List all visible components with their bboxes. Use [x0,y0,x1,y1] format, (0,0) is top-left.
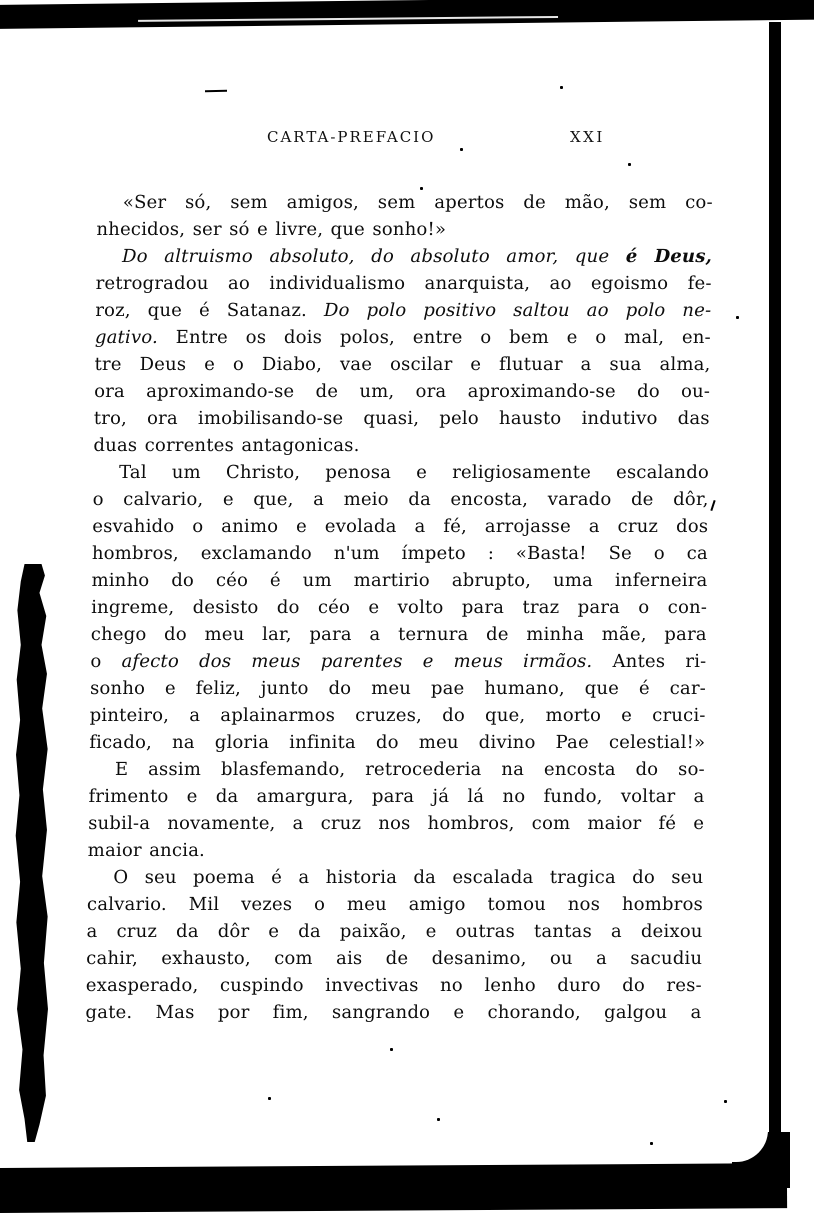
text-segment: a cruz da dôr e da paixão, e outras tantas a deixou [86,921,703,942]
scan-speck [460,148,463,151]
text-line [89,702,705,729]
text-segment: ingreme, desisto do céo e volto para traz para o con- [91,597,708,618]
scan-artifact-top-bar [0,0,814,29]
scan-speck [268,1097,271,1100]
text-line [95,270,711,297]
text-segment: Do altruismo absoluto, do absoluto amor, que [121,246,626,267]
text-segment: pinteiro, a aplainarmos cruzes, do que, morto e cruci- [89,705,706,726]
text-segment: o [90,651,122,672]
text-line [96,243,712,270]
text-segment: maior ancia. [87,840,206,861]
text-line [96,216,712,243]
text-segment: o calvario, e que, a meio da encosta, varado de dôr, [92,489,709,510]
text-line [89,756,705,783]
text-segment: nhecidos, ser só e livre, que sonho!» [96,219,447,240]
scan-speck [628,163,631,166]
scan-speck [205,90,227,92]
text-line [85,999,701,1026]
scan-speck [650,1142,653,1145]
scan-speck [724,1100,727,1103]
text-line [95,324,711,351]
text-line [91,594,707,621]
text-segment: O seu poema é a historia da escalada tragica do seu [113,867,704,888]
scan-artifact-gutter-blot [15,564,49,1142]
scan-speck [710,500,715,511]
text-line [95,297,711,324]
text-line [87,864,703,891]
text-line [89,729,705,756]
text-segment: é Deus, [625,246,713,267]
text-segment: chego do meu lar, para a ternura de minha mãe, para [90,624,707,645]
text-line [86,972,702,999]
text-segment: ficado, na gloria infinita do meu divino Pae celestial!» [89,732,706,753]
text-line [90,648,706,675]
text-segment: ora aproximando-se de um, ora aproximando-se do ou- [94,381,711,402]
text-line [86,918,702,945]
text-line [93,432,709,459]
text-segment: frimento e da amargura, para já lá no fundo, voltar a [88,786,705,807]
text-segment: roz, que é Satanaz. [95,300,325,321]
text-segment: minho do céo é um martirio abrupto, uma inferneira [91,570,708,591]
text-segment: esvahido o animo e evolada a fé, arrojasse a cruz dos [92,516,709,537]
text-segment: E assim blasfemando, retrocederia na encosta do so- [114,759,706,780]
text-segment: gate. Mas por fim, sangrando e chorando, galgou a [85,1002,702,1023]
text-line [94,351,710,378]
text-segment: tre Deus e o Diabo, vae oscilar e flutuar a sua alma, [94,354,711,375]
text-segment: gativo. [94,327,159,348]
text-line [88,810,704,837]
text-line [88,837,704,864]
text-segment: Tal um Christo, penosa e religiosamente escalando [118,462,710,483]
text-segment: Do polo positivo saltou ao polo ne- [323,300,712,321]
text-segment: exasperado, cuspindo invectivas no lenho duro do res- [85,975,703,996]
text-line [91,567,707,594]
text-line [94,405,710,432]
text-line [91,621,707,648]
page-number: XXI [570,128,605,146]
scan-artifact-bottom-bar [0,1163,787,1213]
page-body [85,189,713,1026]
text-segment: Entre os dois polos, entre o bem e o mal, en- [157,327,712,348]
text-segment: hombros, exclamando n'um ímpeto : «Basta! Se o ca [91,543,709,564]
text-line [94,378,710,405]
text-line [92,486,708,513]
text-segment: afecto dos meus parentes e meus irmãos. [121,651,593,672]
running-title: CARTA-PREFACIO [267,128,436,146]
text-line [97,189,713,216]
text-line [88,783,704,810]
text-line [86,945,702,972]
text-line [90,675,706,702]
scan-speck [736,316,739,319]
text-segment: calvario. Mil vezes o meu amigo tomou nos hombros [86,894,704,915]
scan-speck [560,86,563,89]
text-segment: sonho e feliz, junto do meu pae humano, que é car- [89,678,707,699]
text-segment: «Ser só, sem amigos, sem apertos de mão, sem co- [122,192,713,213]
scan-speck [420,187,423,190]
text-segment: tro, ora imobilisando-se quasi, pelo hausto indutivo das [93,408,710,429]
text-line [92,540,708,567]
text-segment: subil-a novamente, a cruz nos hombros, com maior fé e [87,813,705,834]
text-line [87,891,703,918]
text-segment: retrogradou ao individualismo anarquista, ao egoismo fe- [95,273,712,294]
text-line [92,513,708,540]
scan-speck [390,1048,393,1051]
text-segment: cahir, exhausto, com ais de desanimo, ou a sacudiu [86,948,703,969]
text-line [93,459,709,486]
text-segment: Antes ri- [592,651,707,672]
scan-speck [437,1118,440,1121]
scan-artifact-right-bar [769,22,781,1162]
text-segment: duas correntes antagonicas. [93,435,360,456]
